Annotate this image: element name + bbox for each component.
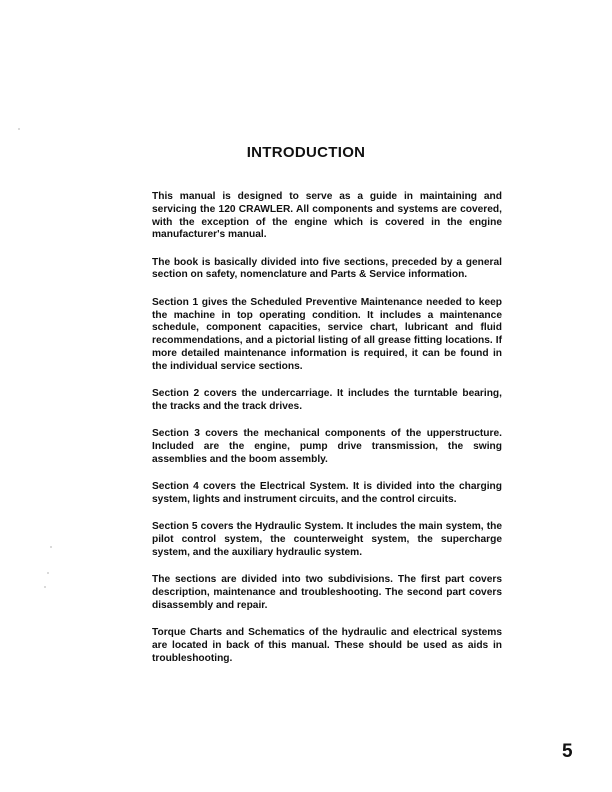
scan-speck bbox=[50, 546, 52, 548]
paragraph-section-1: Section 1 gives the Scheduled Preventive Maintenance needed to keep the machine in top operating condition. It includes a maintenance schedule, component capacities, service chart, lubricant and fluid recommendations, and a pictorial listing of all grease fitting locations. If more detailed maintenance information is required, it can be found in the individual service sections. bbox=[152, 296, 502, 372]
document-body bbox=[152, 191, 502, 680]
paragraph-sections-overview: The book is basically divided into five sections, preceded by a general section on safety, nomenclature and Parts & Service information. bbox=[152, 256, 502, 281]
paragraph-subdivisions: The sections are divided into two subdivisions. The first part covers description, maintenance and troubleshooting. The second part covers disassembly and repair. bbox=[152, 574, 502, 611]
paragraph-section-4: Section 4 covers the Electrical System. It is divided into the charging system, lights and instrument circuits, and the control circuits. bbox=[152, 481, 502, 505]
paragraph-torque-charts: Torque Charts and Schematics of the hydraulic and electrical systems are located in back of this manual. These should be used as aids in troubleshooting. bbox=[152, 626, 502, 664]
paragraph-section-2: Section 2 covers the undercarriage. It includes the turntable bearing, the tracks and the track drives. bbox=[152, 388, 502, 412]
page-title: INTRODUCTION bbox=[246, 144, 366, 161]
scan-speck bbox=[18, 128, 20, 130]
scan-speck bbox=[47, 572, 49, 574]
paragraph-purpose: This manual is designed to serve as a guide in maintaining and servicing the 120 CRAWLER. All components and systems are covered, with the exception of the engine which is covered in the engine manufacturer's manual. bbox=[152, 191, 502, 241]
scan-speck bbox=[44, 586, 46, 588]
paragraph-section-5: Section 5 covers the Hydraulic System. It includes the main system, the pilot control system, the counterweight system, the supercharge system, and the auxiliary hydraulic system. bbox=[152, 521, 502, 558]
page-number: 5 bbox=[562, 741, 573, 762]
paragraph-section-3: Section 3 covers the mechanical components of the upperstructure. Included are the engine, pump drive transmission, the swing assemblies and the boom assembly. bbox=[152, 428, 502, 465]
